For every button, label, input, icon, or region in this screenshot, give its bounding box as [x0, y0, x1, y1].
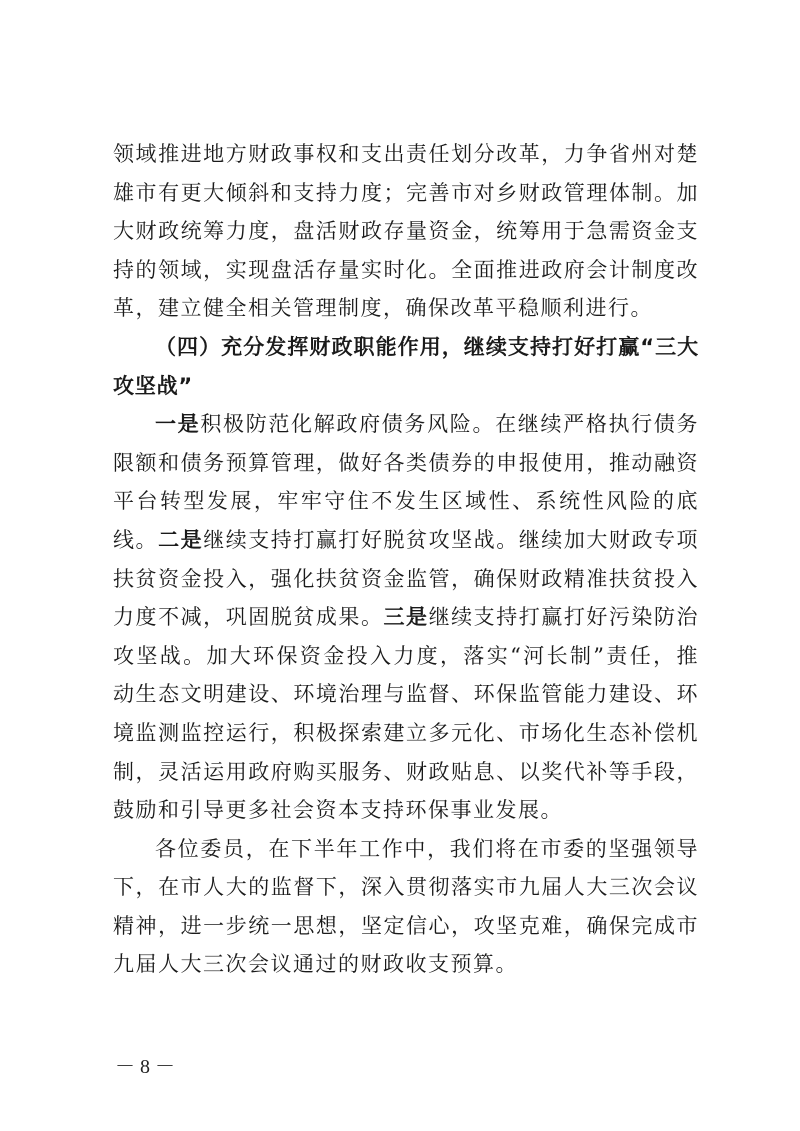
- text-third: 继续支持打赢打好污染防治攻坚战。加大环保资金投入力度，落实“河长制”责任，推动生态文明建设、环境治理与监督、环保监管能力建设、环境监测监控运行，积极探索建立多元化、市场化生态补偿机制，灵活运用政府购买服务、财政贴息、以奖代补等手段，鼓励和引导更多社会资本支持环保事业发展。: [113, 605, 700, 823]
- text-second: 继续支持打赢打好脱贫攻坚战。继续加大财政专项扶贫资金投入，强化扶贫资金监管，确保财政精准扶贫投入力度不减，巩固脱贫成果。: [113, 527, 700, 630]
- lead-second: 二是: [158, 527, 204, 552]
- paragraph-fiscal-reform: 领域推进地方财政事权和支出责任划分改革，力争省州对楚雄市有更大倾斜和支持力度；完善市对乡财政管理体制。加大财政统筹力度，盘活财政存量资金，统筹用于急需资金支持的领域，实现盘活存量实时化。全面推进政府会计制度改革，建立健全相关管理制度，确保改革平稳顺利进行。: [113, 142, 699, 321]
- page-number: － 8 －: [115, 1056, 175, 1078]
- text-first: 积极防范化解政府债务风险。在继续严格执行债务限额和债务预算管理，做好各类债券的申报使用，推动融资平台转型发展，牢牢守住不发生区域性、系统性风险的底线。: [113, 412, 700, 552]
- body-text: [113, 135, 699, 984]
- paragraph-closing: 各位委员，在下半年工作中，我们将在市委的坚强领导下，在市人大的监督下，深入贯彻落实市九届人大三次会议精神，进一步统一思想，坚定信心，攻坚克难，确保完成市九届人大三次会议通过的财政收支预算。: [113, 836, 699, 977]
- section-heading-4: （四）充分发挥财政职能作用，继续支持打好打赢“三大攻坚战”: [113, 334, 699, 398]
- paragraph-three-battles: [113, 405, 699, 830]
- lead-first: 一是: [155, 412, 201, 437]
- lead-third: 三是: [383, 605, 429, 630]
